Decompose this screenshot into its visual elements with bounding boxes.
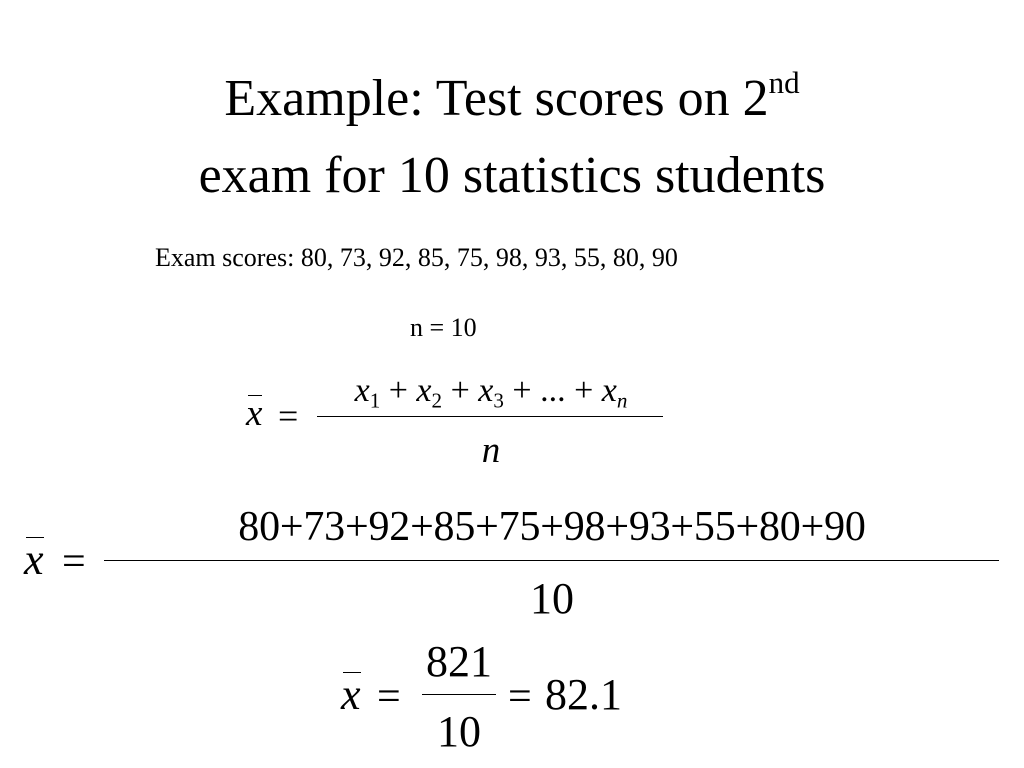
term-x3: x: [478, 372, 494, 409]
ellipsis: + ... +: [503, 372, 602, 409]
term-x2: x: [416, 372, 432, 409]
formula-denominator: n: [481, 430, 501, 471]
fraction-bar: [104, 560, 999, 561]
subscript-n: n: [616, 388, 628, 413]
slide-title-line-1: [0, 64, 1024, 129]
term-x1: x: [354, 372, 370, 409]
fraction-bar: [317, 416, 663, 417]
exam-scores-text: Exam scores: 80, 73, 92, 85, 75, 98, 93, 55, 80, 90: [155, 243, 678, 272]
plus-sign: +: [442, 372, 479, 409]
numeric-numerator: 80+73+92+85+75+98+93+55+80+90: [238, 504, 866, 550]
subscript-3: 3: [493, 388, 504, 413]
mean-symbol: x: [24, 535, 44, 584]
slide-title-line-2: exam for 10 statistics students: [198, 147, 826, 204]
sample-size-text: n = 10: [410, 313, 477, 342]
title-text: Example: Test scores on 2: [224, 70, 769, 127]
fraction-bar: [422, 694, 496, 695]
plus-sign: +: [380, 372, 417, 409]
subscript-2: 2: [431, 388, 443, 413]
result-numerator: 821: [426, 637, 492, 686]
mean-symbol: x: [246, 393, 263, 434]
term-xn: x: [601, 372, 617, 409]
mean-result-value: 82.1: [545, 670, 622, 719]
equals-sign: =: [377, 674, 401, 720]
formula-numerator: [318, 370, 664, 412]
result-denominator: 10: [437, 707, 481, 756]
title-superscript: nd: [768, 64, 800, 100]
subscript-1: 1: [369, 388, 381, 413]
equals-sign: =: [62, 539, 86, 585]
equals-sign: =: [508, 674, 532, 720]
mean-symbol: x: [341, 670, 361, 719]
equals-sign: =: [278, 396, 299, 436]
numeric-denominator: 10: [530, 574, 574, 623]
